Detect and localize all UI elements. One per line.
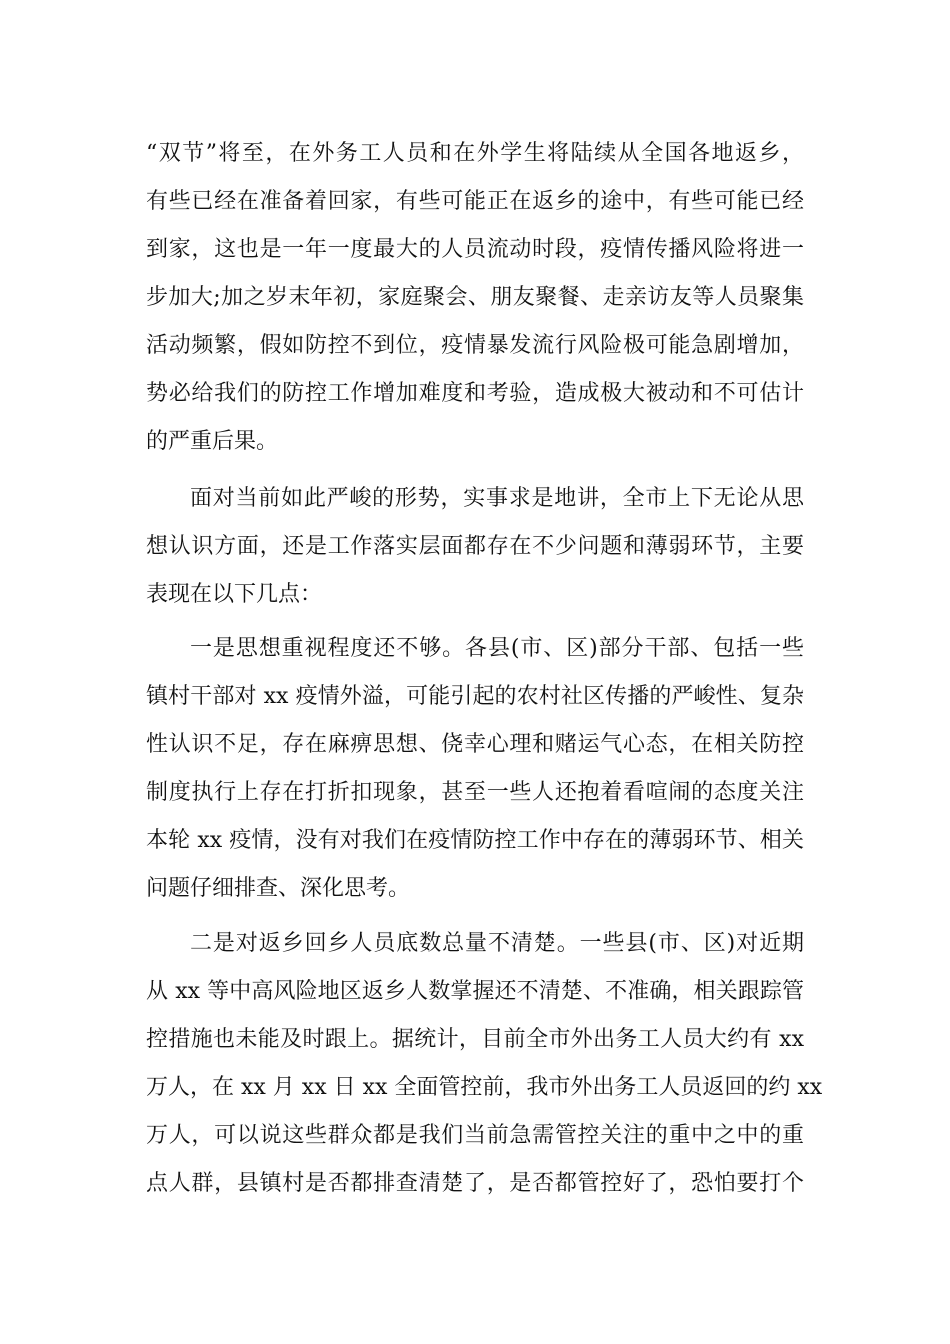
text-line: 万人，在 xx 月 xx 日 xx 全面管控前，我市外出务工人员返回的约 xx — [146, 1075, 823, 1100]
text-line: 势必给我们的防控工作增加难度和考验，造成极大被动和不可估计 — [146, 381, 804, 406]
text-line: 面对当前如此严峻的形势，实事求是地讲，全市上下无论从思 — [190, 486, 804, 511]
text-line: 性认识不足，存在麻痹思想、侥幸心理和赌运气心态，在相关防控 — [146, 732, 804, 757]
text-line: 的严重后果。 — [146, 429, 279, 454]
text-line: 活动频繁，假如防控不到位，疫情暴发流行风险极可能急剧增加， — [146, 333, 804, 358]
text-line: 想认识方面，还是工作落实层面都存在不少问题和薄弱环节，主要 — [146, 534, 804, 559]
text-line: 一是思想重视程度还不够。各县(市、区)部分干部、包括一些 — [190, 636, 804, 661]
text-line: 点人群，县镇村是否都排查清楚了，是否都管控好了，恐怕要打个 — [146, 1171, 804, 1196]
text-line: “双节”将至，在外务工人员和在外学生将陆续从全国各地返乡， — [146, 141, 804, 166]
text-line: 有些已经在准备着回家，有些可能正在返乡的途中，有些可能已经 — [146, 189, 804, 214]
text-line: 问题仔细排查、深化思考。 — [146, 876, 411, 901]
text-line: 表现在以下几点： — [146, 582, 323, 607]
text-line: 二是对返乡回乡人员底数总量不清楚。一些县(市、区)对近期 — [190, 931, 804, 956]
text-line: 镇村干部对 xx 疫情外溢，可能引起的农村社区传播的严峻性、复杂 — [146, 684, 804, 709]
text-line: 控措施也未能及时跟上。据统计，目前全市外出务工人员大约有 xx — [146, 1027, 804, 1052]
text-line: 从 xx 等中高风险地区返乡人数掌握还不清楚、不准确，相关跟踪管 — [146, 979, 804, 1004]
text-line: 步加大;加之岁末年初，家庭聚会、朋友聚餐、走亲访友等人员聚集 — [146, 285, 804, 310]
text-line: 到家，这也是一年一度最大的人员流动时段，疫情传播风险将进一 — [146, 237, 804, 262]
text-line: 制度执行上存在打折扣现象，甚至一些人还抱着看喧闹的态度关注 — [146, 780, 804, 805]
text-line: 本轮 xx 疫情，没有对我们在疫情防控工作中存在的薄弱环节、相关 — [146, 828, 804, 853]
text-line: 万人，可以说这些群众都是我们当前急需管控关注的重中之中的重 — [146, 1123, 804, 1148]
